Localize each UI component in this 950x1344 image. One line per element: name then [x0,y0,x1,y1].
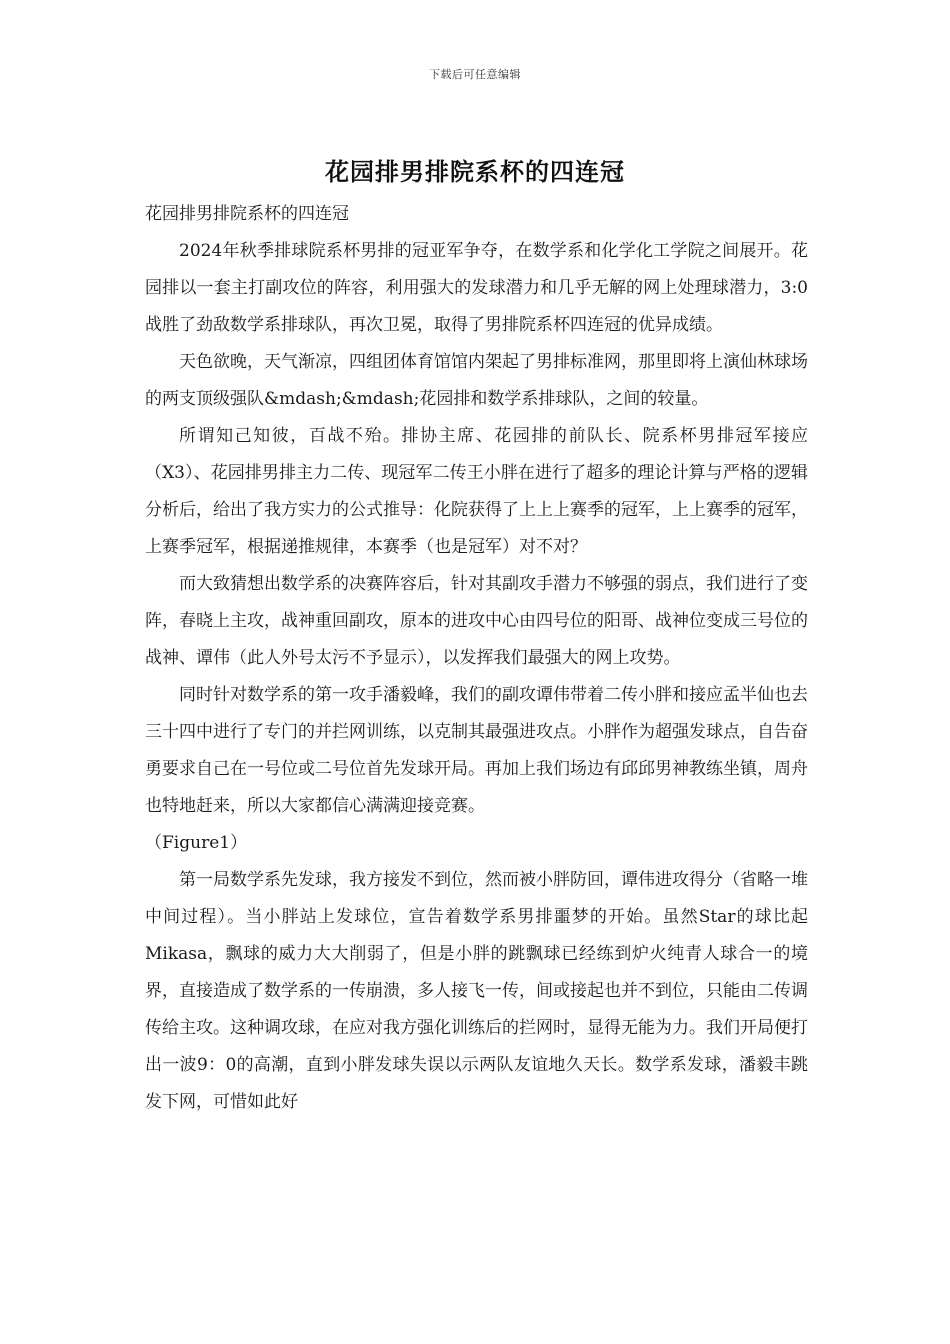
paragraph-5: 同时针对数学系的第一攻手潘毅峰，我们的副攻谭伟带着二传小胖和接应孟半仙也去三十四中进行了专门的并拦网训练，以克制其最强进攻点。小胖作为超强发球点，自告奋勇要求自己在一号位或二号位首先发球开局。再加上我们场边有邱邱男神教练坐镇，周舟也特地赶来，所以大家都信心满满迎接竞赛。 [145,685,808,816]
figure-caption: （Figure1） [145,833,248,853]
document-title: 花园排男排院系杯的四连冠 [325,157,625,186]
paragraph-2: 天色欲晚，天气渐凉，四组团体育馆馆内架起了男排标准网，那里即将上演仙林球场的两支顶级强队&mdash;&mdash;花园排和数学系排球队，之间的较量。 [145,352,808,409]
subtitle: 花园排男排院系杯的四连冠 [145,204,349,224]
paragraph-3: 所谓知己知彼，百战不殆。排协主席、花园排的前队长、院系杯男排冠军接应（X3）、花园排男排主力二传、现冠军二传王小胖在进行了超多的理论计算与严格的逻辑分析后，给出了我方实力的公式推导：化院获得了上上上赛季的冠军，上上赛季的冠军，上赛季冠军，根据递推规律，本赛季（也是冠军）对不对？ [145,426,808,557]
document-body [145,196,808,1121]
header-note: 下载后可任意编辑 [429,68,521,81]
paragraph-1: 2024年秋季排球院系杯男排的冠亚军争夺，在数学系和化学化工学院之间展开。花园排以一套主打副攻位的阵容，利用强大的发球潜力和几乎无解的网上处理球潜力，3:0战胜了劲敌数学系排球队，再次卫冕，取得了男排院系杯四连冠的优异成绩。 [145,241,808,335]
paragraph-4: 而大致猜想出数学系的决赛阵容后，针对其副攻手潜力不够强的弱点，我们进行了变阵，春晓上主攻，战神重回副攻，原本的进攻中心由四号位的阳哥、战神位变成三号位的战神、谭伟（此人外号太污不予显示），以发挥我们最强大的网上攻势。 [145,574,808,668]
paragraph-6: 第一局数学系先发球，我方接发不到位，然而被小胖防回，谭伟进攻得分（省略一堆中间过程）。当小胖站上发球位，宣告着数学系男排噩梦的开始。虽然Star的球比起Mikasa，飘球的威力大大削弱了，但是小胖的跳飘球已经练到炉火纯青人球合一的境界，直接造成了数学系的一传崩溃，多人接飞一传，间或接起也并不到位，只能由二传调传给主攻。这种调攻球，在应对我方强化训练后的拦网时，显得无能为力。我们开局便打出一波9：0的高潮，直到小胖发球失误以示两队友谊地久天长。数学系发球，潘毅丰跳发下网，可惜如此好 [145,870,808,1112]
